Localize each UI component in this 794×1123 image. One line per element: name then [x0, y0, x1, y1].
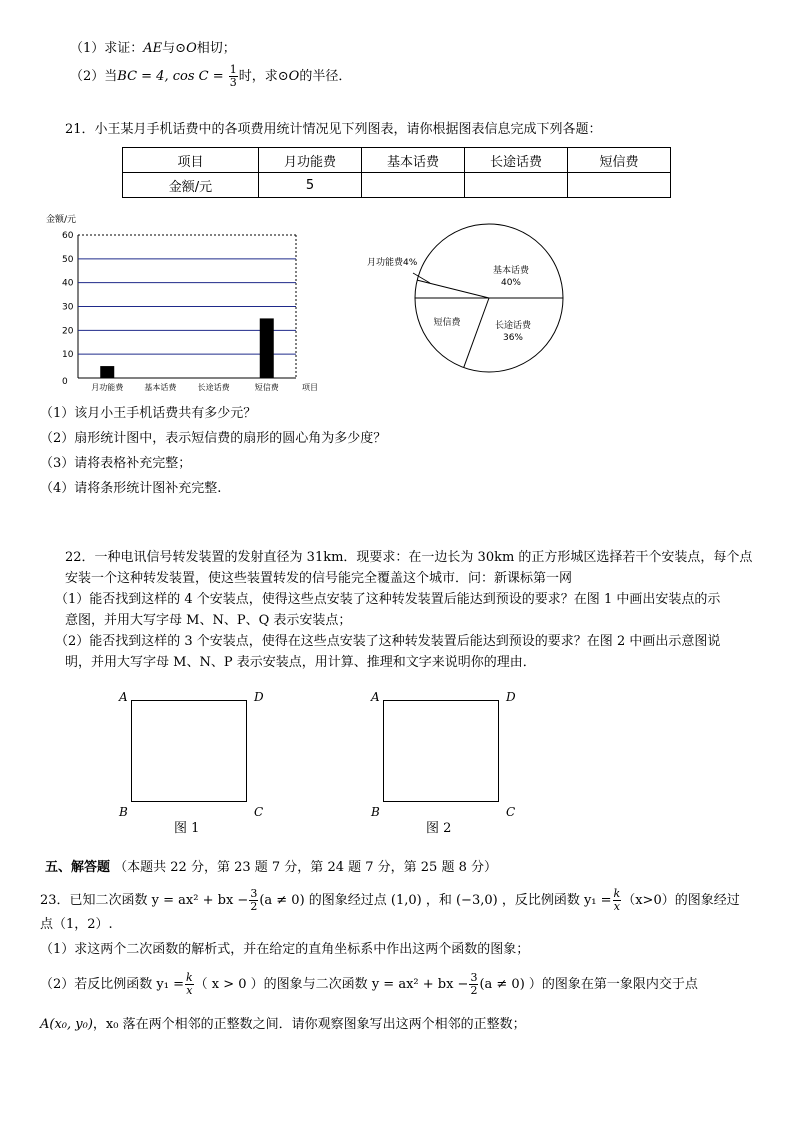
q21-sub-4: （4）请将条形统计图补充完整.	[40, 481, 222, 496]
y-tick-label: 10	[62, 350, 74, 361]
q22-part1-line2: 意图，并用大写字母 M、N、P、Q 表示安装点；	[65, 613, 352, 628]
vertex-c-label: C	[254, 805, 264, 819]
table-cell: 5	[259, 173, 362, 198]
pie-value-label: 36%	[502, 333, 524, 343]
q23-line2: 点（1，2）.	[40, 917, 113, 932]
figure-1-caption: 图 1	[174, 821, 200, 836]
pie-label: 基本话费	[492, 266, 530, 276]
fee-table-header-row	[123, 148, 671, 173]
fraction-three-halves: $\frac{3}{2}$	[250, 887, 258, 913]
bar	[100, 366, 114, 378]
q22-stem-line2: 安装一个这种转发装置，使这些装置转发的信号能完全覆盖这个城市．问：新课标第一网	[65, 571, 573, 586]
table-header-cell: 项目	[123, 148, 259, 173]
fraction-k-over-x: $\frac{k}{x}$	[613, 887, 621, 913]
q21-stem: 21．小王某月手机话费中的各项费用统计情况见下列图表，请你根据图表信息完成下列各题：	[65, 122, 602, 137]
y-tick-label: 30	[62, 302, 74, 313]
q22-stem-line1: 22．一种电讯信号转发装置的发射直径为 31km．现要求：在一边长为 30km 的正方形城区选择若干个安装点，每个点	[65, 550, 753, 565]
table-header-cell: 基本话费	[362, 148, 465, 173]
pie-label: 长途话费	[494, 321, 532, 331]
q23-part2-line2: A(x₀, y₀)，x₀ 落在两个相邻的正整数之间．请你观察图象写出这两个相邻的正整数；	[40, 1017, 526, 1032]
fraction-one-third: $\frac{1}{3}$	[229, 63, 237, 89]
x-tick-label: 月功能费	[91, 383, 124, 392]
fraction-k-over-x: $\frac{k}{x}$	[185, 971, 193, 997]
vertex-d-label: D	[254, 690, 264, 704]
table-header-cell: 短信费	[568, 148, 671, 173]
table-cell	[362, 173, 465, 198]
fee-table-value-row	[123, 173, 671, 198]
y-tick-label: 60	[62, 231, 74, 241]
table-row-label: 金额/元	[123, 173, 259, 198]
square-abcd-fig1	[131, 700, 247, 802]
fraction-three-halves: $\frac{3}{2}$	[470, 971, 478, 997]
q22-part2-line1: （2）能否找到这样的 3 个安装点，使得在这些点安装了这种转发装置后能达到预设的要求？在图 2 中画出示意图说	[55, 634, 721, 649]
q23-part1: （1）求这两个二次函数的解析式，并在给定的直角坐标系中作出这两个函数的图象；	[40, 942, 530, 957]
figure-2-caption: 图 2	[426, 821, 452, 836]
fee-table	[122, 147, 671, 198]
vertex-a-label: A	[371, 690, 380, 704]
bar-chart	[42, 210, 342, 392]
vertex-b-label: B	[371, 805, 380, 819]
q23-line1: 23．已知二次函数 y = ax² + bx − $\frac{3}{2}$ (a ≠ 0) 的图象经过点 (1,0) ，和 (−3,0) ，反比例函数 y₁ = $\frac{k}{x}$ （x>0）的图象经过	[40, 887, 740, 913]
q20-part2: （2）当BC = 4, cos C = $\frac{1}{3}$ 时，求⊙O的半径．	[70, 63, 352, 89]
y-tick-label: 50	[62, 254, 74, 265]
pie-label: 短信费	[433, 318, 461, 328]
y-tick-label: 0	[62, 377, 68, 387]
pie-chart	[355, 215, 575, 385]
q21-sub-1: （1）该月小王手机话费共有多少元？	[40, 406, 257, 421]
x-tick-label: 短信费	[254, 383, 279, 392]
table-header-cell: 长途话费	[465, 148, 568, 173]
section-5-heading: 五、解答题 （本题共 22 分，第 23 题 7 分，第 24 题 7 分，第 25 题 8 分）	[45, 860, 497, 875]
square-abcd-fig2	[383, 700, 499, 802]
table-cell	[465, 173, 568, 198]
x-tick-label: 基本话费	[144, 383, 177, 392]
y-tick-label: 40	[62, 278, 74, 289]
y-tick-label: 20	[62, 326, 74, 337]
q20-part1: （1）求证：AE与⊙O相切；	[70, 41, 236, 56]
q21-sub-3: （3）请将表格补充完整；	[40, 456, 192, 471]
q22-part1-line1: （1）能否找到这样的 4 个安装点，使得这些点安装了这种转发装置后能达到预设的要求？在图 1 中画出安装点的示	[55, 592, 721, 607]
pie-slice-edge	[464, 298, 489, 368]
vertex-a-label: A	[119, 690, 128, 704]
y-axis-label: 金额/元	[46, 215, 77, 225]
q23-part2: （2）若反比例函数 y₁ = $\frac{k}{x}$ （ x > 0 ）的图象与二次函数 y = ax² + bx − $\frac{3}{2}$ (a ≠ 0) ）的图象在第一象限内交于点	[40, 971, 698, 997]
vertex-c-label: C	[506, 805, 516, 819]
pie-value-label: 40%	[500, 278, 522, 288]
table-cell	[568, 173, 671, 198]
pie-label: 月功能费4%	[367, 258, 418, 268]
vertex-b-label: B	[119, 805, 128, 819]
vertex-d-label: D	[506, 690, 516, 704]
x-tick-label: 长途话费	[197, 383, 230, 392]
q21-sub-2: （2）扇形统计图中，表示短信费的扇形的圆心角为多少度？	[40, 431, 387, 446]
q22-part2-line2: 明，并用大写字母 M、N、P 表示安装点，用计算、推理和文字来说明你的理由．	[65, 655, 536, 670]
table-header-cell: 月功能费	[259, 148, 362, 173]
x-axis-label: 项目	[302, 383, 318, 392]
bar	[260, 318, 274, 378]
pie-slice-edge	[417, 280, 489, 298]
